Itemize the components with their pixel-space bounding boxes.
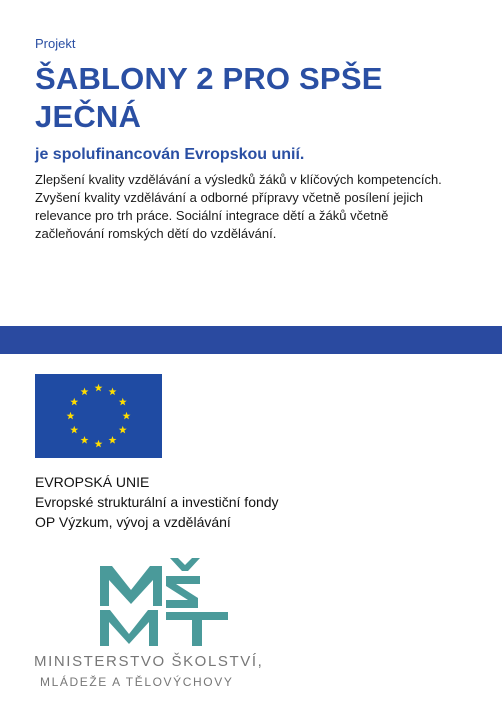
eu-star-icon [70, 426, 78, 434]
eu-funding-text [35, 472, 455, 532]
eu-star-icon [119, 426, 127, 434]
msmt-letter-s [166, 576, 200, 608]
eu-star-icon [95, 384, 103, 392]
project-title: ŠABLONY 2 PRO SPŠE JEČNÁ [35, 61, 383, 134]
msmt-letter-m2 [100, 610, 158, 646]
project-subtitle: je spolufinancován Evropskou unií. [35, 146, 305, 163]
eu-star-icon [81, 436, 89, 444]
msmt-logo-icon [96, 556, 236, 650]
project-intro [35, 36, 475, 243]
project-description: Zlepšení kvality vzdělávání a výsledků žáků v klíčových kompetencích. Zvyšení kvality vzdělávání a odborné přípravy včetně posílení jejich relevance pro trh práce. Sociální integrace dětí a žáků včetně začleňování romských dětí do vzdělávání. [35, 172, 442, 241]
ministry-name [34, 652, 334, 690]
eu-flag-icon [35, 374, 162, 458]
eu-star-icon [95, 440, 103, 448]
eu-name: EVROPSKÁ UNIE [35, 474, 150, 490]
eu-star-icon [109, 436, 117, 444]
project-kicker: Projekt [35, 36, 76, 51]
eu-star-icon [67, 412, 75, 420]
eu-star-icon [119, 398, 127, 406]
msmt-caron [170, 558, 200, 571]
eu-star-icon [109, 388, 117, 396]
msmt-logo-graphic [96, 556, 236, 650]
ministry-line-2: MLÁDEŽE A TĚLOVÝCHOVY [40, 675, 234, 689]
ministry-line-1: MINISTERSTVO ŠKOLSTVÍ, [34, 653, 264, 670]
eu-flag-graphic [35, 374, 162, 458]
msmt-letter-t [166, 612, 228, 646]
msmt-letter-m [100, 566, 162, 606]
eu-star-icon [123, 412, 131, 420]
eu-funds: Evropské strukturální a investiční fondy [35, 494, 279, 510]
eu-programme: OP Výzkum, vývoj a vzdělávání [35, 514, 231, 530]
eu-star-icon [81, 388, 89, 396]
eu-star-icon [70, 398, 78, 406]
blue-divider-band [0, 326, 502, 354]
